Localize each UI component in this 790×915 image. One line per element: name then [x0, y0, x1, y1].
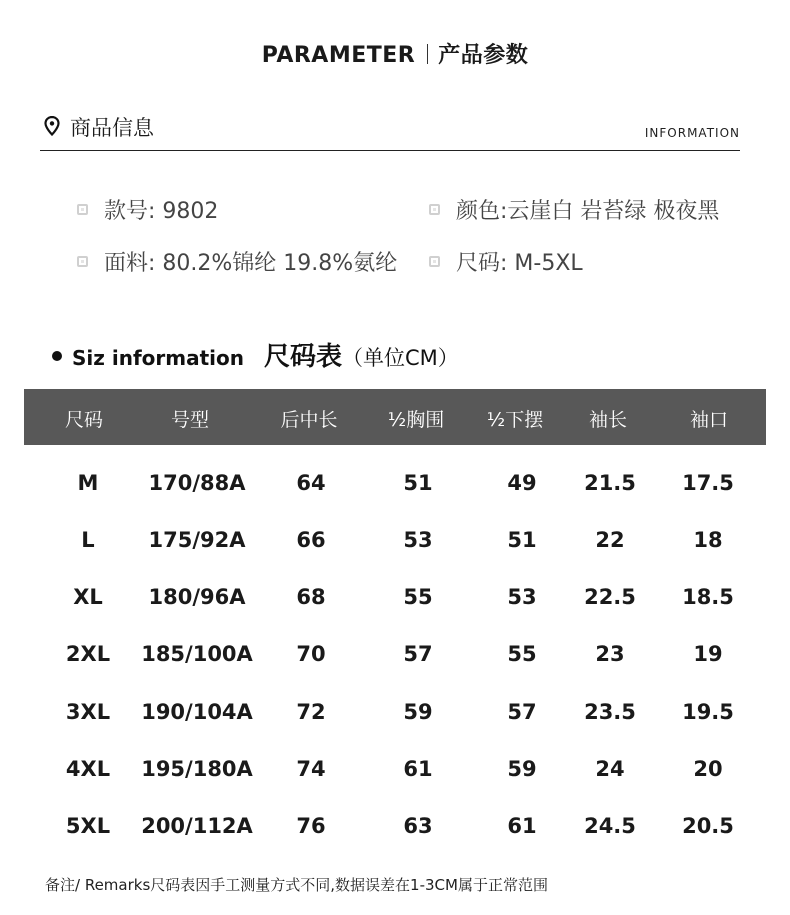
column-header: 号型	[170, 409, 210, 431]
table-cell: 3XL	[65, 700, 111, 724]
table-cell: 200/112A	[141, 814, 253, 838]
table-cell: 53	[403, 528, 433, 552]
square-bullet-icon	[429, 256, 440, 267]
table-cell: 175/92A	[148, 528, 246, 552]
table-cell: 76	[296, 814, 326, 838]
table-cell: 21.5	[584, 471, 636, 495]
product-info-header	[40, 110, 740, 151]
table-cell: 170/88A	[148, 471, 246, 495]
table-cell: 19	[693, 642, 723, 666]
column-header: 后中长	[280, 409, 338, 431]
spec-label: 面料:	[104, 251, 156, 276]
table-cell: 59	[403, 700, 433, 724]
table-cell: 23.5	[584, 700, 636, 724]
table-row	[0, 757, 790, 797]
table-cell: M	[77, 471, 99, 495]
product-info-title: 商品信息	[70, 116, 154, 140]
size-table-heading	[52, 336, 459, 376]
table-cell: 24.5	[584, 814, 636, 838]
table-row	[0, 814, 790, 854]
table-cell: 20.5	[682, 814, 734, 838]
remarks-note: 备注/ Remarks尺码表因手工测量方式不同,数据误差在1-3CM属于正常范围	[45, 876, 548, 894]
spec-value: 80.2%锦纶 19.8%氨纶	[162, 251, 398, 276]
table-cell: 23	[595, 642, 625, 666]
table-cell: 18.5	[682, 585, 734, 609]
table-cell: 61	[507, 814, 537, 838]
table-cell: 22	[595, 528, 625, 552]
table-cell: 66	[296, 528, 326, 552]
spec-label: 款号:	[104, 199, 156, 224]
table-row	[0, 700, 790, 740]
spec-label: 尺码:	[456, 251, 508, 276]
table-cell: 70	[296, 642, 326, 666]
table-cell: 51	[403, 471, 433, 495]
size-table-header	[24, 389, 766, 445]
table-cell: 49	[507, 471, 537, 495]
square-bullet-icon	[77, 204, 88, 215]
table-cell: L	[81, 528, 95, 552]
spec-item-color	[429, 194, 719, 225]
table-cell: 24	[595, 757, 625, 781]
spec-value: 9802	[162, 199, 219, 224]
table-row	[0, 585, 790, 625]
table-cell: 55	[507, 642, 537, 666]
table-cell: 55	[403, 585, 433, 609]
title-en: PARAMETER	[261, 43, 416, 68]
table-cell: 18	[693, 528, 723, 552]
table-cell: 68	[296, 585, 326, 609]
column-header: 袖长	[588, 409, 628, 431]
column-header: ½胸围	[387, 409, 445, 431]
table-cell: 61	[403, 757, 433, 781]
table-cell: 185/100A	[141, 642, 253, 666]
column-header: 袖口	[689, 409, 729, 431]
table-cell: 53	[507, 585, 537, 609]
spec-item-fabric	[77, 246, 397, 277]
table-cell: 17.5	[682, 471, 734, 495]
square-bullet-icon	[429, 204, 440, 215]
product-info-title-en: INFORMATION	[644, 126, 740, 140]
size-table-unit: （单位CM）	[342, 346, 459, 370]
column-header: 尺码	[64, 409, 104, 431]
table-cell: 190/104A	[141, 700, 253, 724]
table-row	[0, 528, 790, 568]
table-cell: 64	[296, 471, 326, 495]
table-row	[0, 642, 790, 682]
table-cell: 51	[507, 528, 537, 552]
table-cell: 20	[693, 757, 723, 781]
table-cell: 5XL	[65, 814, 111, 838]
table-cell: 22.5	[584, 585, 636, 609]
table-cell: 57	[403, 642, 433, 666]
table-cell: 4XL	[65, 757, 111, 781]
spec-label: 颜色:	[456, 199, 508, 224]
size-table-title-cn: 尺码表	[264, 342, 343, 372]
table-cell: 57	[507, 700, 537, 724]
location-pin-icon	[44, 116, 60, 136]
title-cn: 产品参数	[438, 43, 529, 68]
spec-value: 云崖白 岩苔绿 极夜黑	[507, 199, 720, 224]
column-header: ½下摆	[486, 409, 544, 431]
table-row	[0, 471, 790, 511]
table-cell: 63	[403, 814, 433, 838]
table-cell: 2XL	[65, 642, 111, 666]
table-cell: 74	[296, 757, 326, 781]
table-cell: 59	[507, 757, 537, 781]
table-cell: 195/180A	[141, 757, 253, 781]
size-table-title-en: Siz information	[72, 346, 244, 370]
table-cell: 19.5	[682, 700, 734, 724]
table-cell: 180/96A	[148, 585, 246, 609]
spec-item-size	[429, 246, 583, 277]
spec-value: M-5XL	[514, 251, 583, 276]
spec-item-style-no	[77, 194, 218, 225]
square-bullet-icon	[77, 256, 88, 267]
page-title	[0, 38, 790, 69]
table-cell: XL	[73, 585, 103, 609]
table-cell: 72	[296, 700, 326, 724]
bullet-dot-icon	[52, 351, 62, 361]
title-divider	[427, 44, 428, 64]
